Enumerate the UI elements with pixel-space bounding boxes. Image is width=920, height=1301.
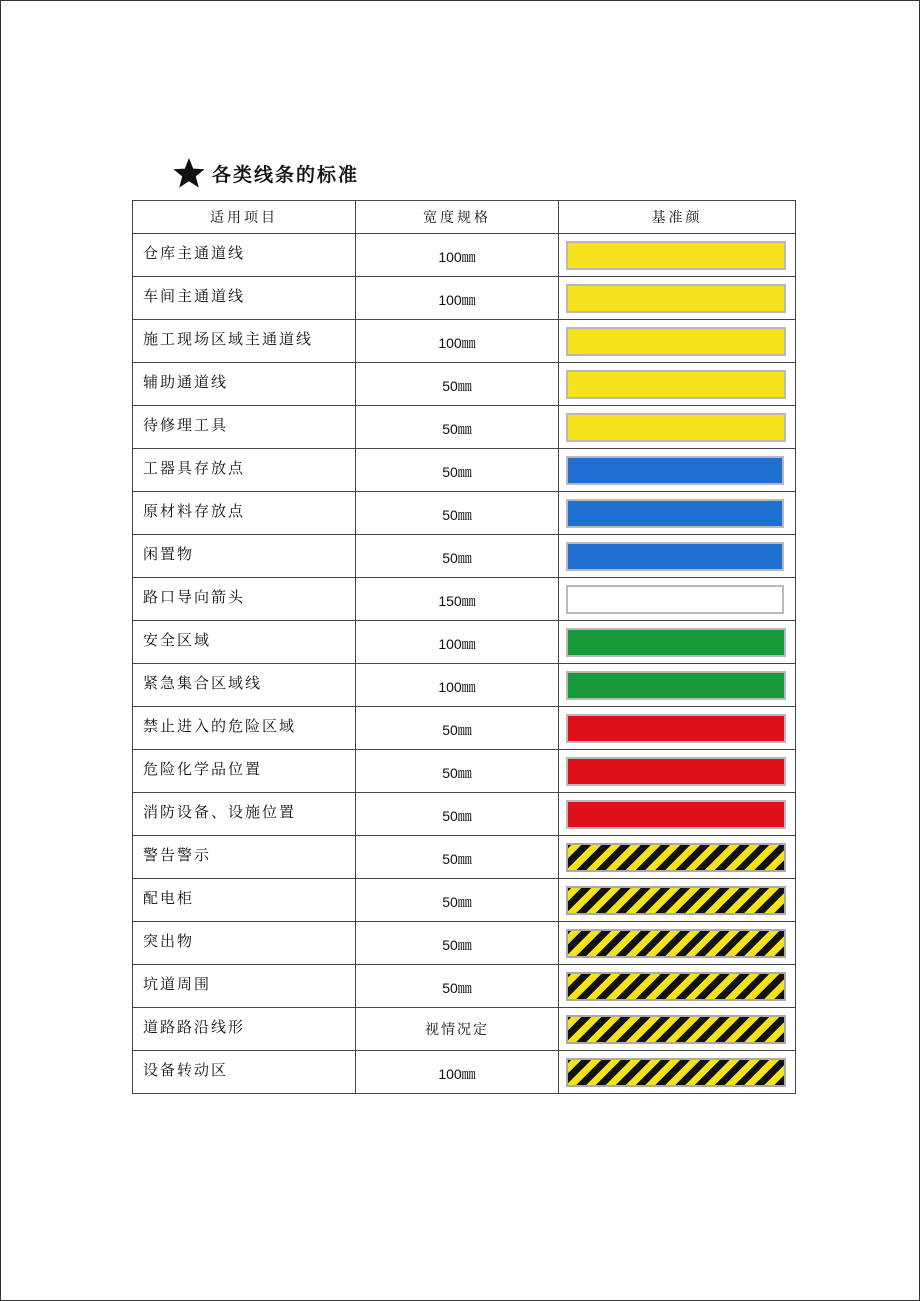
- striped-color-swatch: [566, 1015, 786, 1044]
- row-width-value: 50㎜: [356, 363, 559, 406]
- row-width-value: 50㎜: [356, 879, 559, 922]
- table-row: [133, 1051, 796, 1094]
- row-color-cell: [559, 449, 796, 492]
- row-width-value: 150㎜: [356, 578, 559, 621]
- table-row: [133, 1008, 796, 1051]
- line-standards-table: [132, 200, 796, 1094]
- row-item-label: 工器具存放点: [133, 449, 356, 492]
- color-swatch: [566, 757, 786, 786]
- table-row: [133, 492, 796, 535]
- row-width-value: 100㎜: [356, 664, 559, 707]
- row-color-cell: [559, 1008, 796, 1051]
- row-width-value: 50㎜: [356, 492, 559, 535]
- color-swatch: [566, 671, 786, 700]
- row-item-label: 道路路沿线形: [133, 1008, 356, 1051]
- row-color-cell: [559, 1051, 796, 1094]
- table-row: [133, 922, 796, 965]
- row-item-label: 危险化学品位置: [133, 750, 356, 793]
- row-width-value: 50㎜: [356, 965, 559, 1008]
- color-swatch: [566, 327, 786, 356]
- row-color-cell: [559, 492, 796, 535]
- section-title: 各类线条的标准: [212, 163, 360, 186]
- color-swatch: [566, 800, 786, 829]
- header-item: 适用项目: [133, 201, 356, 234]
- row-color-cell: [559, 277, 796, 320]
- table-row: [133, 836, 796, 879]
- color-swatch: [566, 413, 786, 442]
- row-color-cell: [559, 406, 796, 449]
- row-item-label: 设备转动区: [133, 1051, 356, 1094]
- color-swatch: [566, 284, 786, 313]
- row-width-value: 100㎜: [356, 621, 559, 664]
- header-width: 宽度规格: [356, 201, 559, 234]
- table-row: [133, 621, 796, 664]
- table-row: [133, 449, 796, 492]
- table-row: [133, 535, 796, 578]
- row-width-value: 50㎜: [356, 750, 559, 793]
- row-width-value: 100㎜: [356, 234, 559, 277]
- table-row: [133, 320, 796, 363]
- row-item-label: 突出物: [133, 922, 356, 965]
- row-color-cell: [559, 234, 796, 277]
- row-width-value: 100㎜: [356, 277, 559, 320]
- row-width-value: 50㎜: [356, 535, 559, 578]
- row-width-value: 50㎜: [356, 793, 559, 836]
- color-swatch: [566, 241, 786, 270]
- color-swatch: [566, 542, 784, 571]
- table-row: [133, 965, 796, 1008]
- row-item-label: 辅助通道线: [133, 363, 356, 406]
- table-row: [133, 707, 796, 750]
- row-item-label: 坑道周围: [133, 965, 356, 1008]
- striped-color-swatch: [566, 843, 786, 872]
- row-item-label: 施工现场区域主通道线: [133, 320, 356, 363]
- row-item-label: 车间主通道线: [133, 277, 356, 320]
- row-item-label: 路口导向箭头: [133, 578, 356, 621]
- row-width-value: 50㎜: [356, 836, 559, 879]
- row-color-cell: [559, 879, 796, 922]
- row-item-label: 安全区域: [133, 621, 356, 664]
- row-item-label: 配电柜: [133, 879, 356, 922]
- table-row: [133, 578, 796, 621]
- row-color-cell: [559, 793, 796, 836]
- row-color-cell: [559, 707, 796, 750]
- row-item-label: 仓库主通道线: [133, 234, 356, 277]
- row-item-label: 消防设备、设施位置: [133, 793, 356, 836]
- row-color-cell: [559, 320, 796, 363]
- table-row: [133, 406, 796, 449]
- row-width-value: 50㎜: [356, 922, 559, 965]
- table-row: [133, 750, 796, 793]
- row-item-label: 待修理工具: [133, 406, 356, 449]
- row-width-value: 50㎜: [356, 406, 559, 449]
- color-swatch: [566, 585, 784, 614]
- row-width-value: 100㎜: [356, 320, 559, 363]
- row-item-label: 警告警示: [133, 836, 356, 879]
- star-icon: [172, 157, 206, 189]
- table-header-row: [133, 201, 796, 234]
- table-row: [133, 277, 796, 320]
- color-swatch: [566, 714, 786, 743]
- row-item-label: 闲置物: [133, 535, 356, 578]
- row-color-cell: [559, 836, 796, 879]
- color-swatch: [566, 499, 784, 528]
- row-color-cell: [559, 750, 796, 793]
- row-item-label: 禁止进入的危险区域: [133, 707, 356, 750]
- row-width-value: 50㎜: [356, 449, 559, 492]
- color-swatch: [566, 628, 786, 657]
- row-width-value: 视情况定: [356, 1008, 559, 1051]
- color-swatch: [566, 370, 786, 399]
- table-row: [133, 793, 796, 836]
- row-width-value: 100㎜: [356, 1051, 559, 1094]
- row-color-cell: [559, 578, 796, 621]
- row-item-label: 原材料存放点: [133, 492, 356, 535]
- striped-color-swatch: [566, 972, 786, 1001]
- row-width-value: 50㎜: [356, 707, 559, 750]
- row-color-cell: [559, 621, 796, 664]
- striped-color-swatch: [566, 929, 786, 958]
- striped-color-swatch: [566, 1058, 786, 1087]
- table-row: [133, 363, 796, 406]
- row-color-cell: [559, 664, 796, 707]
- striped-color-swatch: [566, 886, 786, 915]
- table-row: [133, 879, 796, 922]
- row-color-cell: [559, 363, 796, 406]
- row-color-cell: [559, 535, 796, 578]
- row-item-label: 紧急集合区域线: [133, 664, 356, 707]
- row-color-cell: [559, 965, 796, 1008]
- color-swatch: [566, 456, 784, 485]
- header-color: 基准颜: [559, 201, 796, 234]
- table-row: [133, 664, 796, 707]
- section-heading: [172, 156, 359, 190]
- table-row: [133, 234, 796, 277]
- row-color-cell: [559, 922, 796, 965]
